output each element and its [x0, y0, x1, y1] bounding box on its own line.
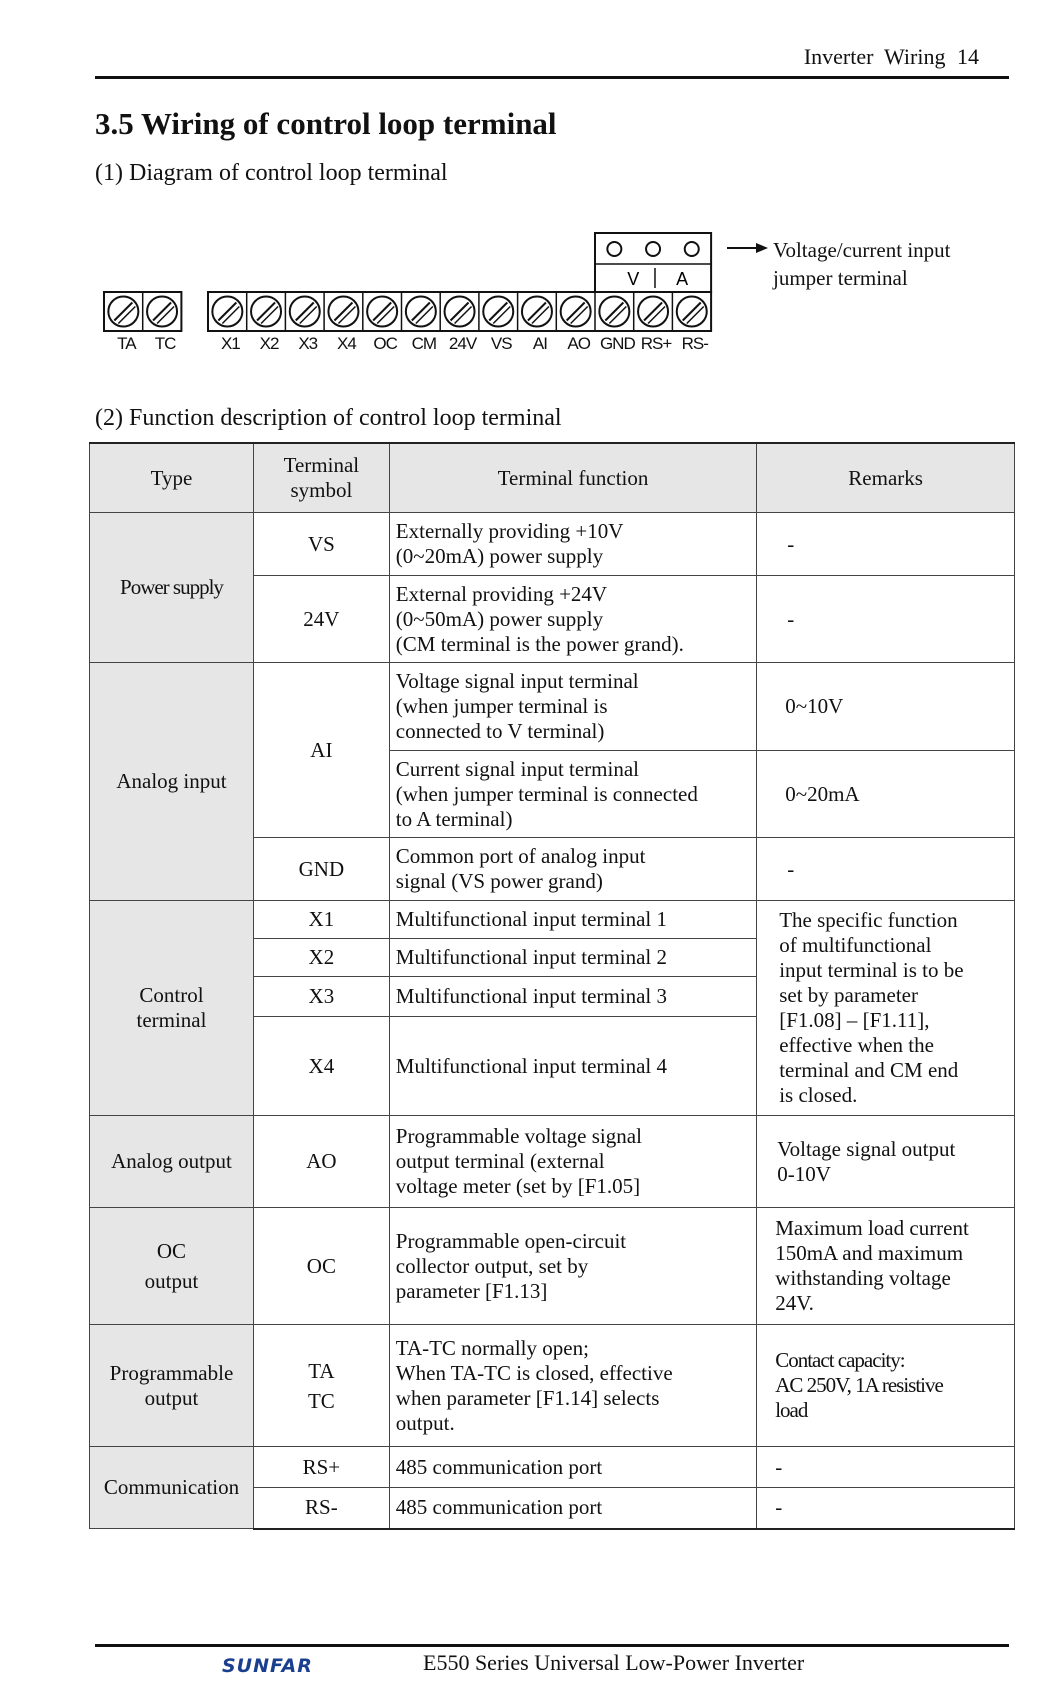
- diagram-subtitle: (1) Diagram of control loop terminal: [95, 160, 448, 186]
- remark-cell: -: [757, 1447, 1015, 1488]
- table-row: [90, 663, 1015, 751]
- remark-cell: 0~20mA: [757, 751, 1015, 838]
- symbol-cell: X4: [253, 1017, 389, 1116]
- table-row: [90, 1116, 1015, 1208]
- terminal-label: X2: [259, 334, 279, 353]
- symbol-cell: VS: [253, 513, 389, 576]
- remark-cell: 0~10V: [757, 663, 1015, 751]
- symbol-cell: X1: [253, 901, 389, 939]
- remark-cell: Contact capacity: AC 250V, 1A resistive load: [757, 1325, 1015, 1447]
- symbol-cell: RS-: [253, 1488, 389, 1529]
- remark-cell: The specific function of multifunctional input terminal is to be set by parameter [F1.08] – [F1.11], effective when the terminal and CM end is closed.: [757, 901, 1015, 1116]
- brand-logo: SUNFAR: [222, 1655, 313, 1677]
- type-cell: Analog output: [90, 1116, 254, 1208]
- symbol-cell: X3: [253, 977, 389, 1017]
- table-row: [90, 513, 1015, 576]
- terminal-label: X3: [298, 334, 318, 353]
- symbol-cell: AO: [253, 1116, 389, 1208]
- remark-cell: -: [757, 576, 1015, 663]
- function-cell: Multifunctional input terminal 4: [389, 1017, 756, 1116]
- table-row: [90, 1208, 1015, 1325]
- col-header-function: Terminal function: [389, 443, 756, 513]
- symbol-cell: X2: [253, 939, 389, 977]
- symbol-cell: 24V: [253, 576, 389, 663]
- jumper-pin-icon: [685, 242, 699, 256]
- function-cell: Current signal input terminal (when jumper terminal is connected to A terminal): [389, 751, 756, 838]
- type-cell: Communication: [90, 1447, 254, 1529]
- screw-icon: [483, 297, 513, 327]
- screw-icon: [561, 297, 591, 327]
- terminal-label: TC: [154, 334, 176, 353]
- header-rule: [95, 76, 1009, 79]
- function-cell: 485 communication port: [389, 1447, 756, 1488]
- terminal-label: OC: [373, 334, 397, 353]
- table-header-row: [90, 443, 1015, 513]
- symbol-cell: TA TC: [253, 1325, 389, 1447]
- page-number: 14: [957, 44, 979, 69]
- remark-cell: -: [757, 838, 1015, 901]
- screw-icon: [638, 297, 668, 327]
- remark-cell: -: [757, 513, 1015, 576]
- jumper-note: Voltage/current input jumper terminal: [773, 238, 951, 290]
- screw-icon: [328, 297, 358, 327]
- symbol-cell: OC: [253, 1208, 389, 1325]
- terminal-label: X4: [337, 334, 356, 353]
- function-cell: 485 communication port: [389, 1488, 756, 1529]
- terminal-label: RS+: [640, 334, 672, 353]
- remark-cell: Maximum load current 150mA and maximum withstanding voltage 24V.: [757, 1208, 1015, 1325]
- header-section: Inverter Wiring: [803, 44, 946, 69]
- screw-icon: [108, 297, 138, 327]
- section-title: 3.5 Wiring of control loop terminal: [95, 106, 557, 141]
- screw-icon: [599, 297, 629, 327]
- type-cell: Power supply: [90, 513, 254, 663]
- table-row: [90, 901, 1015, 939]
- symbol-cell: GND: [253, 838, 389, 901]
- function-cell: Programmable voltage signal output terminal (external voltage meter (set by [F1.05]: [389, 1116, 756, 1208]
- symbol-cell: RS+: [253, 1447, 389, 1488]
- function-cell: Common port of analog input signal (VS power grand): [389, 838, 756, 901]
- terminal-label: AI: [532, 334, 547, 353]
- screw-icon: [290, 297, 320, 327]
- function-cell: Multifunctional input terminal 1: [389, 901, 756, 939]
- function-cell: External providing +24V (0~50mA) power supply (CM terminal is the power grand).: [389, 576, 756, 663]
- table-row: [90, 1447, 1015, 1488]
- function-cell: Externally providing +10V (0~20mA) power supply: [389, 513, 756, 576]
- terminal-label: AO: [567, 334, 590, 353]
- remark-cell: -: [757, 1488, 1015, 1529]
- footer-rule: [95, 1644, 1009, 1647]
- function-cell: TA-TC normally open; When TA-TC is closed, effective when parameter [F1.14] selects output.: [389, 1325, 756, 1447]
- function-cell: Voltage signal input terminal (when jumper terminal is connected to V terminal): [389, 663, 756, 751]
- terminal-label: RS-: [681, 334, 708, 353]
- terminal-label: 24V: [448, 334, 477, 353]
- jumper-pin-icon: [646, 242, 660, 256]
- terminal-label: GND: [599, 334, 635, 353]
- function-cell: Multifunctional input terminal 2: [389, 939, 756, 977]
- type-cell: OC output: [90, 1208, 254, 1325]
- jumper-terminal-block: [595, 233, 711, 292]
- screw-icon: [251, 297, 281, 327]
- function-cell: Multifunctional input terminal 3: [389, 977, 756, 1017]
- terminal-label: TA: [117, 334, 136, 353]
- main-terminal-block: [208, 292, 711, 331]
- terminal-label: X1: [220, 334, 240, 353]
- footer-text: E550 Series Universal Low-Power Inverter: [423, 1650, 805, 1675]
- page-header: [804, 44, 979, 70]
- screw-icon: [522, 297, 552, 327]
- remark-cell: Voltage signal output 0-10V: [757, 1116, 1015, 1208]
- function-table: [89, 442, 1015, 1530]
- type-cell: Analog input: [90, 663, 254, 901]
- screw-icon: [212, 297, 242, 327]
- screw-icon: [677, 297, 707, 327]
- function-cell: Programmable open-circuit collector output, set by parameter [F1.13]: [389, 1208, 756, 1325]
- terminal-label: VS: [490, 334, 512, 353]
- jumper-pin-icon: [607, 242, 621, 256]
- col-header-symbol: Terminal symbol: [253, 443, 389, 513]
- table-subtitle: (2) Function description of control loop terminal: [95, 405, 562, 431]
- symbol-cell: AI: [253, 663, 389, 838]
- screw-icon: [445, 297, 475, 327]
- type-cell: Programmable output: [90, 1325, 254, 1447]
- jumper-label: A: [676, 269, 689, 289]
- terminal-label: CM: [411, 334, 437, 353]
- col-header-type: Type: [90, 443, 254, 513]
- table-row: [90, 1325, 1015, 1447]
- left-terminal-block: [104, 292, 181, 331]
- col-header-remarks: Remarks: [757, 443, 1015, 513]
- jumper-arrow-icon: [727, 243, 768, 253]
- screw-icon: [147, 297, 177, 327]
- type-cell: Control terminal: [90, 901, 254, 1116]
- screw-icon: [406, 297, 436, 327]
- jumper-label: V: [627, 269, 640, 289]
- screw-icon: [367, 297, 397, 327]
